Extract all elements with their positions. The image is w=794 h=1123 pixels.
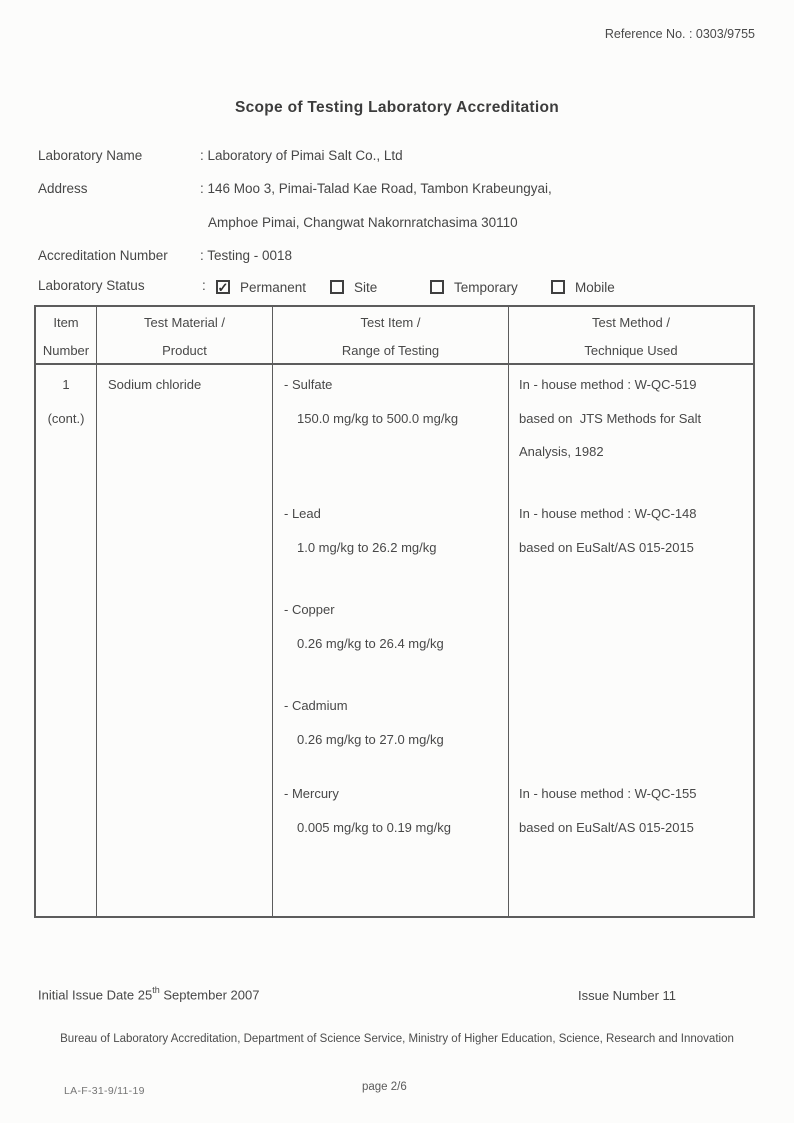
accreditation-number-value: : Testing - 0018 xyxy=(200,248,293,263)
column-header-test-method: Test Method / Technique Used xyxy=(584,315,678,358)
cell-test-method xyxy=(509,365,753,916)
accreditation-number-label: Accreditation Number xyxy=(38,248,168,263)
form-code: LA-F-31-9/11-19 xyxy=(64,1085,145,1097)
issue-number: Issue Number 11 xyxy=(578,988,677,1003)
checkbox-unchecked-icon[interactable] xyxy=(330,280,344,294)
status-option-permanent xyxy=(216,278,306,296)
test-item-cadmium: - Cadmium 0.26 mg/kg to 27.0 mg/kg xyxy=(284,698,444,747)
cell-test-item xyxy=(273,365,509,916)
initial-issue-date: Initial Issue Date 25th September 2007 xyxy=(38,985,260,1003)
status-option-label: Temporary xyxy=(454,279,518,295)
checkbox-unchecked-icon[interactable] xyxy=(430,280,444,294)
status-option-site xyxy=(330,278,377,296)
column-header-test-item: Test Item / Range of Testing xyxy=(273,307,509,365)
cell-item-number: 1 (cont.) xyxy=(36,365,97,916)
laboratory-name-label: Laboratory Name xyxy=(38,148,143,163)
cell-test-material: Sodium chloride xyxy=(97,365,273,916)
address-label: Address xyxy=(38,181,88,196)
status-option-temporary xyxy=(430,278,518,296)
address-value-line2: Amphoe Pimai, Changwat Nakornratchasima 30110 xyxy=(208,215,518,230)
checkbox-checked-icon[interactable]: ✓ xyxy=(217,279,229,295)
checkbox-unchecked-icon[interactable] xyxy=(551,280,565,294)
laboratory-status-label: Laboratory Status xyxy=(38,278,145,293)
laboratory-status-colon: : xyxy=(202,278,206,293)
test-item-copper: - Copper 0.26 mg/kg to 26.4 mg/kg xyxy=(284,602,444,651)
page-title: Scope of Testing Laboratory Accreditation xyxy=(234,99,560,116)
test-item-mercury: - Mercury 0.005 mg/kg to 0.19 mg/kg xyxy=(284,786,451,835)
status-option-label: Site xyxy=(354,279,378,295)
method-sulfate: In - house method : W-QC-519 based on JTS Methods for Salt Analysis, 1982 xyxy=(519,377,702,459)
address-value-line1: : 146 Moo 3, Pimai-Talad Kae Road, Tambon Krabeungyai, xyxy=(200,181,552,196)
test-item-sulfate: - Sulfate 150.0 mg/kg to 500.0 mg/kg xyxy=(284,377,459,426)
bureau-footer-line: Bureau of Laboratory Accreditation, Department of Science Service, Ministry of Higher Education, Science, Research and Innovation xyxy=(60,1033,734,1045)
column-header-item-number: Item Number xyxy=(36,307,97,365)
table-row xyxy=(36,365,753,916)
status-option-label: Mobile xyxy=(575,279,615,295)
status-option-mobile xyxy=(551,278,615,296)
test-item-lead: - Lead 1.0 mg/kg to 26.2 mg/kg xyxy=(284,506,437,555)
method-lead: In - house method : W-QC-148 based on EuSalt/AS 015-2015 xyxy=(519,506,697,555)
column-header-test-material: Test Material / Product xyxy=(97,307,273,365)
laboratory-name-value: : Laboratory of Pimai Salt Co., Ltd xyxy=(200,148,403,163)
reference-number: Reference No. : 0303/9755 xyxy=(604,27,755,41)
ordinal-suffix: th xyxy=(152,985,160,995)
table-header-row xyxy=(36,307,753,365)
method-copper-empty xyxy=(519,593,753,689)
page-number: page 2/6 xyxy=(362,1081,407,1093)
status-option-label: Permanent xyxy=(240,279,307,295)
method-cadmium-empty xyxy=(519,689,753,777)
accreditation-scope-table xyxy=(34,305,755,918)
method-mercury: In - house method : W-QC-155 based on EuSalt/AS 015-2015 xyxy=(519,786,697,835)
